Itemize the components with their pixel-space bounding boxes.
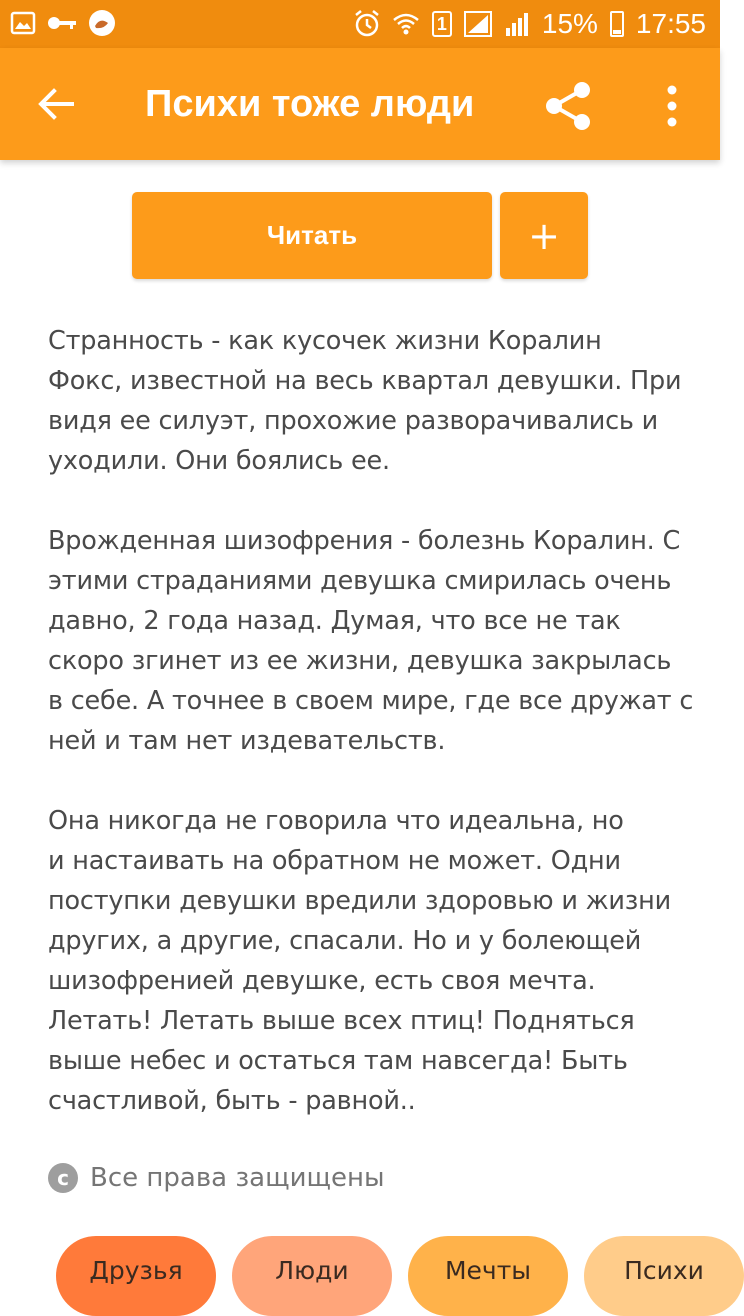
description-line: давно, 2 года назад. Думая, что все не так bbox=[48, 606, 621, 636]
description-line: этими страданиями девушка смирилась очень bbox=[48, 566, 672, 596]
description-line: Летать! Летать выше всех птиц! Подняться bbox=[48, 1006, 635, 1036]
description-paragraph bbox=[48, 801, 678, 1121]
copyright-notice bbox=[48, 1160, 385, 1196]
description-line: Фокс, известной на весь квартал девушки. При bbox=[48, 366, 682, 396]
description-line: шизофренией девушке, есть своя мечта. bbox=[48, 966, 596, 996]
tag-chip[interactable] bbox=[408, 1236, 568, 1316]
battery-icon bbox=[610, 11, 624, 37]
description-line: счастливой, быть - равной.. bbox=[48, 1086, 416, 1116]
clock: 17:55 bbox=[635, 8, 706, 39]
read-button[interactable]: Читать bbox=[132, 192, 492, 279]
description-line: Врожденная шизофрения - болезнь Коралин. С bbox=[48, 526, 681, 556]
arrow-left-icon[interactable] bbox=[36, 84, 76, 124]
page-title: Психи тоже люди bbox=[145, 83, 475, 125]
description-paragraph bbox=[48, 521, 694, 761]
sim-indicator: 1 bbox=[432, 11, 452, 37]
more-vert-icon[interactable] bbox=[660, 84, 684, 128]
tag-chip[interactable] bbox=[56, 1236, 216, 1316]
tag-chip[interactable] bbox=[584, 1236, 744, 1316]
tag-label: Психи bbox=[624, 1256, 704, 1285]
tag-label: Друзья bbox=[89, 1256, 183, 1285]
description-line: выше небес и остаться там навсегда! Быть bbox=[48, 1046, 628, 1076]
description-line: в себе. А точнее в своем мире, где все дружат с bbox=[48, 686, 694, 716]
alarm-icon bbox=[354, 10, 380, 38]
description-line: скоро згинет из ее жизни, девушка закрылась bbox=[48, 646, 672, 676]
share-icon[interactable] bbox=[542, 80, 594, 132]
notification-icons bbox=[10, 9, 116, 37]
description-paragraph bbox=[48, 321, 682, 481]
key-icon bbox=[46, 10, 78, 36]
wifi-icon bbox=[392, 11, 420, 37]
description-line: и настаивать на обратном не может. Одни bbox=[48, 846, 621, 876]
description-line: поступки девушки вредили здоровью и жизни bbox=[48, 886, 671, 916]
gallery-icon bbox=[10, 10, 36, 36]
description-line: других, а другие, спасали. Но и у болеющей bbox=[48, 926, 642, 956]
description-line: Она никогда не говорила что идеальна, но bbox=[48, 806, 624, 836]
description-line: видя ее силуэт, прохожие разворачивались и bbox=[48, 406, 658, 436]
status-bar bbox=[0, 0, 720, 48]
story-description bbox=[48, 321, 694, 1161]
copyright-text: Все права защищены bbox=[90, 1163, 385, 1193]
description-line: Странность - как кусочек жизни Коралин bbox=[48, 326, 602, 356]
app-icon bbox=[88, 9, 116, 37]
description-line: ней и там нет издевательств. bbox=[48, 726, 446, 756]
system-icons bbox=[354, 0, 706, 48]
signal-bars-icon bbox=[504, 11, 530, 37]
tag-chip[interactable] bbox=[232, 1236, 392, 1316]
tag-label: Мечты bbox=[444, 1256, 532, 1285]
tag-label: Люди bbox=[275, 1256, 349, 1285]
description-line: уходили. Они боялись ее. bbox=[48, 446, 390, 476]
tag-list bbox=[56, 1236, 704, 1285]
add-to-library-button[interactable]: + bbox=[500, 192, 588, 279]
battery-percent: 15% bbox=[541, 8, 598, 39]
app-bar bbox=[0, 48, 720, 160]
copyright-icon: c bbox=[48, 1163, 78, 1193]
signal-icon bbox=[464, 11, 492, 37]
